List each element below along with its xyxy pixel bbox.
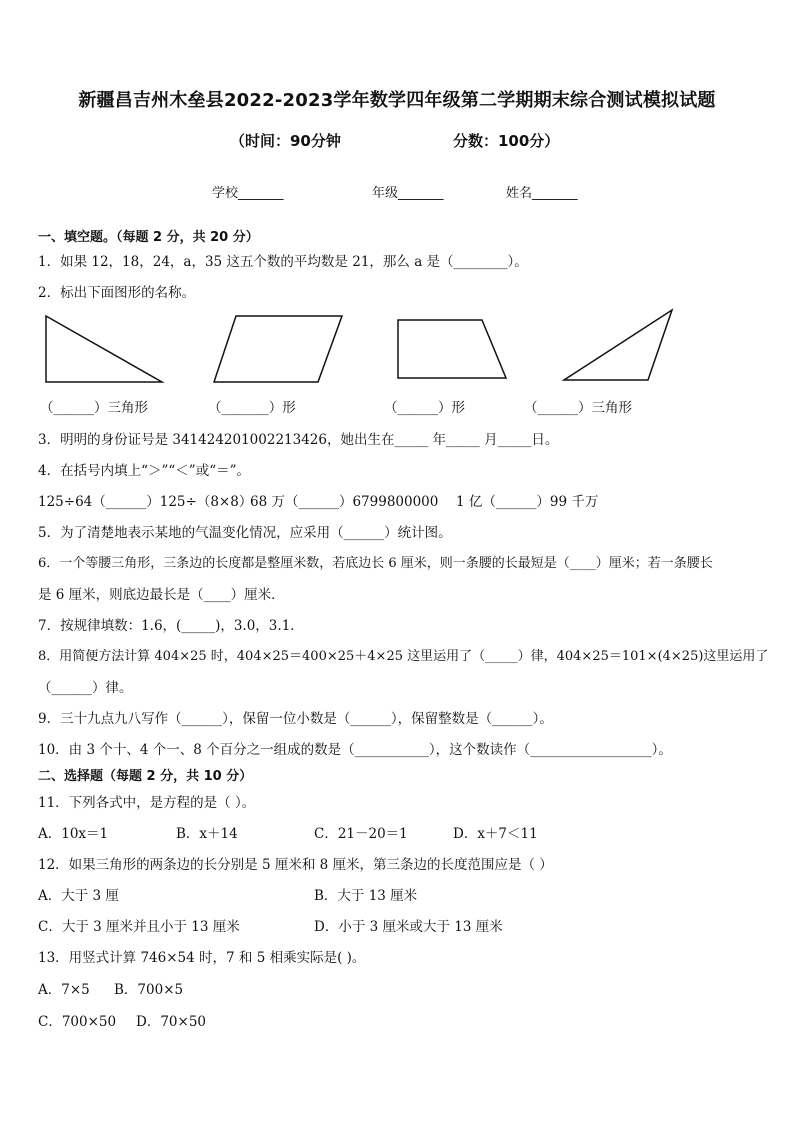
question-13-option-a: A．7×5 — [38, 982, 90, 998]
name-field: 姓名_______ — [506, 186, 578, 201]
parallelogram-figure — [210, 310, 350, 390]
question-12-option-c: C．大于 3 厘米并且小于 13 厘米 — [38, 919, 240, 935]
exam-time: （时间：90分钟 — [230, 132, 341, 150]
trapezoid-figure — [392, 314, 512, 386]
question-3: 3．明明的身份证号是 341424201002213426，她出生在_____ 年_____ 月_____日。 — [38, 432, 559, 448]
question-2: 2．标出下面图形的名称。 — [38, 285, 196, 301]
question-6-line-2: 是 6 厘米，则底边最长是（____）厘米． — [38, 587, 285, 603]
question-8-line-1: 8．用简便方法计算 404×25 时，404×25＝400×25＋4×25 这里运用了（_____）律，404×25＝101×(4×25)这里运用了 — [38, 649, 769, 664]
question-4-item-2: 68 万（______）6799800000 — [250, 494, 439, 510]
shape-label-3: （______）形 — [384, 400, 465, 416]
question-12-option-a: A．大于 3 厘 — [38, 888, 119, 904]
question-11-option-c: C．21－20＝1 — [314, 826, 408, 842]
question-12: 12．如果三角形的两条边的长分别是 5 厘米和 8 厘米，第三条边的长度范围应是（ ） — [38, 857, 553, 873]
question-8-line-2: （______）律。 — [38, 680, 133, 696]
question-13-option-d: D．70×50 — [136, 1014, 206, 1030]
question-11-option-a: A．10x＝1 — [38, 826, 109, 842]
question-4: 4．在括号内填上“＞”“＜”或“＝”。 — [38, 463, 250, 479]
question-11-option-b: B．x＋14 — [176, 826, 238, 842]
question-11-option-d: D．x＋7＜11 — [453, 826, 538, 842]
question-5: 5．为了清楚地表示某地的气温变化情况，应采用（______）统计图。 — [38, 525, 452, 541]
question-13: 13．用竖式计算 746×54 时，7 和 5 相乘实际是( )。 — [38, 950, 366, 966]
question-4-item-3: 1 亿（______）99 千万 — [456, 494, 599, 510]
question-13-option-b: B．700×5 — [114, 982, 184, 998]
exam-score: 分数：100分） — [453, 132, 560, 150]
question-7: 7．按规律填数：1.6，(_____)，3.0，3.1． — [38, 618, 304, 634]
section-1-heading: 一、填空题。（每题 2 分，共 20 分） — [38, 230, 259, 245]
exam-title: 新疆昌吉州木垒县2022-2023学年数学四年级第二学期期末综合测试模拟试题 — [78, 90, 716, 111]
question-12-option-d: D．小于 3 厘米或大于 13 厘米 — [314, 919, 503, 935]
shape-label-1: （______）三角形 — [40, 400, 148, 416]
question-1: 1．如果 12，18，24，a，35 这五个数的平均数是 21，那么 a 是（________）。 — [38, 254, 528, 270]
question-12-option-b: B．大于 13 厘米 — [314, 888, 418, 904]
obtuse-triangle-figure — [560, 304, 680, 388]
shape-label-4: （______）三角形 — [524, 400, 632, 416]
shape-label-2: （_______）形 — [208, 400, 296, 416]
question-10: 10．由 3 个十、4 个一、8 个百分之一组成的数是（___________），这个数读作（__________________）。 — [38, 742, 672, 758]
question-9: 9．三十九点九八写作（______），保留一位小数是（______），保留整数是（______）。 — [38, 711, 553, 727]
school-field: 学校_______ — [212, 186, 284, 201]
question-11: 11．下列各式中，是方程的是（ ）。 — [38, 795, 256, 811]
question-13-option-c: C．700×50 — [38, 1014, 117, 1030]
section-2-heading: 二、选择题（每题 2 分，共 10 分） — [38, 769, 253, 784]
grade-field: 年级_______ — [372, 186, 444, 201]
question-6-line-1: 6．一个等腰三角形，三条边的长度都是整厘米数，若底边长 6 厘米，则一条腰的长最短是（____）厘米；若一条腰长 — [38, 556, 713, 571]
right-triangle-figure — [40, 310, 170, 390]
question-4-item-1: 125÷64（______）125÷（8×8） — [38, 494, 253, 510]
